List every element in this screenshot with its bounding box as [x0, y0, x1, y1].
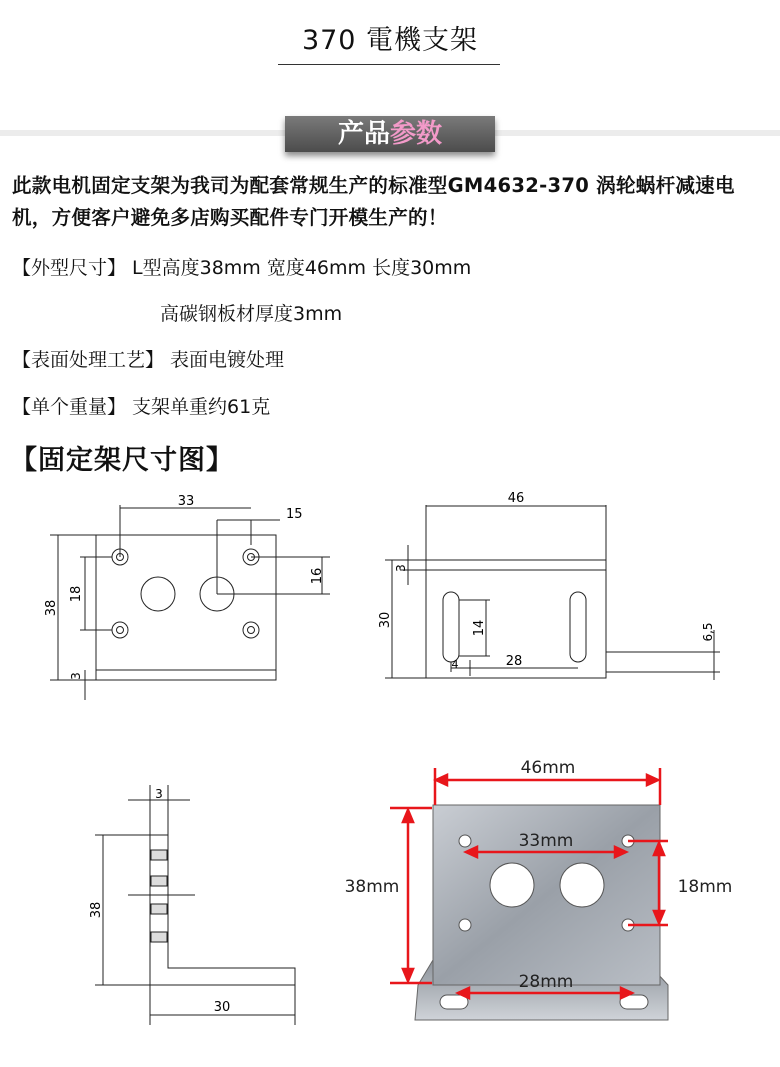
photo-dim-38mm: 38mm: [344, 877, 400, 897]
page-title: 370 電機支架: [301, 25, 479, 56]
product-photo: [330, 750, 750, 1040]
side-dim-3: 3: [155, 787, 163, 801]
back-dim-14: 14: [472, 619, 487, 637]
front-dim-15: 15: [286, 507, 303, 522]
back-dim-28: 28: [505, 654, 523, 669]
section-title: 【固定架尺寸图】: [10, 445, 234, 476]
back-dim-6-5: 6,5: [701, 622, 715, 642]
photo-dim-46mm: 46mm: [520, 758, 576, 778]
front-view-drawing: [40, 485, 340, 715]
photo-dim-28mm: 28mm: [518, 972, 574, 992]
spec-surface-value: 表面电镀处理: [170, 349, 285, 371]
product-params-tag: [285, 116, 495, 152]
front-dim-18: 18: [69, 585, 84, 603]
back-dim-3: 3: [394, 564, 408, 572]
front-dim-33: 33: [177, 494, 195, 509]
side-view-drawing: [70, 770, 320, 1030]
tag-text-2: 参数: [390, 119, 443, 149]
spec-weight-value: 支架单重约61克: [132, 396, 271, 418]
spec-weight: [12, 392, 270, 419]
spec-thickness: 高碳钢板材厚度3mm: [160, 303, 343, 325]
spec-size-label: 【外型尺寸】: [12, 257, 127, 279]
spec-surface: [12, 345, 284, 372]
spec-size: [12, 253, 471, 280]
back-dim-4: 4: [451, 658, 459, 671]
photo-dim-33mm: 33mm: [518, 831, 574, 851]
spec-weight-label: 【单个重量】: [12, 396, 127, 418]
front-dim-16: 16: [310, 567, 325, 585]
intro-text: 此款电机固定支架为我司为配套常规生产的标准型GM4632-370 涡轮蜗杆减速电机，方便客户避免多店购买配件专门开模生产的！: [12, 174, 735, 229]
side-dim-30: 30: [213, 1000, 231, 1015]
photo-dim-18mm: 18mm: [677, 877, 733, 897]
back-dim-46: 46: [507, 491, 525, 506]
tag-text-1: 产品: [337, 119, 390, 149]
title-underline: [278, 64, 500, 65]
side-dim-38: 38: [89, 901, 104, 919]
spec-size-value: L型高度38mm 宽度46mm 长度30mm: [132, 257, 472, 279]
front-dim-3: 3: [69, 672, 83, 680]
front-dim-38: 38: [44, 599, 59, 617]
back-dim-30: 30: [378, 611, 393, 629]
spec-surface-label: 【表面处理工艺】: [12, 349, 165, 371]
back-view-drawing: [370, 485, 730, 685]
